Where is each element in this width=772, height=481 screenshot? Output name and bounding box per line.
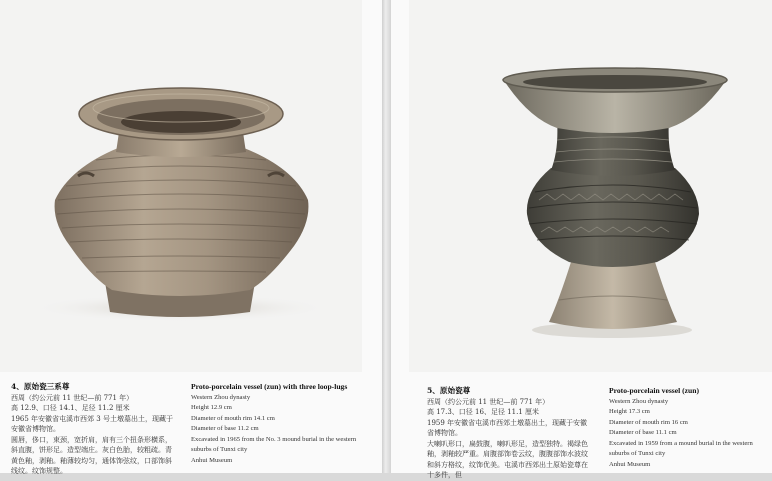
caption-english [609, 386, 769, 470]
left-page [0, 0, 382, 473]
caption-excavation: Excavated in 1965 from the No. 3 mound burial in the western suburbs of Tunxi city [191, 435, 357, 453]
caption-english [191, 382, 361, 466]
caption-chinese [11, 382, 176, 477]
caption-dynasty: 西周（约公元前 11 世纪—前 771 年） [427, 397, 550, 406]
caption-title: Proto-porcelain vessel (zun) [609, 386, 699, 395]
caption-description: 圆唇，侈口，束颈，宽折肩，肩有三个扭条形横系，斜直腹，饼形足。造型端庄。灰白色胎，较粗疏。青黄色釉，剥釉。釉薄较均匀，通体饰弦纹，口部饰斜线纹。纹饰规整。 [11, 435, 172, 475]
caption-mouth-diameter: Diameter of mouth rim 16 cm [609, 418, 688, 426]
caption-dynasty: Western Zhou dynasty [609, 397, 669, 405]
caption-mouth-diameter: Diameter of mouth rim 14.1 cm [191, 414, 275, 422]
caption-dimensions: 高 12.9、口径 14.1、足径 11.2 厘米 [11, 404, 130, 412]
caption-dynasty: Western Zhou dynasty [191, 393, 251, 401]
vessel-photo-three-loop-lugs [0, 0, 362, 372]
caption-description: 大喇叭形口，扁鼓腹，喇叭形足，造型独特。褐绿色釉，剥釉较严重。肩腹部饰卷云纹，腹腹部饰水波纹和斜方格纹，纹饰优美。屯溪市西郊出土原始瓷尊在十多件，但 [427, 439, 588, 479]
caption-provenance: 1965 年安徽省屯溪市西郊 3 号土墩墓出土，现藏于安徽省博物馆。 [11, 414, 173, 433]
caption-title: 4、原始瓷三系尊 [11, 382, 70, 391]
caption-title: Proto-porcelain vessel (zun) with three loop-lugs [191, 382, 348, 391]
caption-excavation: Excavated in 1959 from a mound burial in the western suburbs of Tunxi city [609, 439, 753, 457]
caption-height: Height 12.9 cm [191, 404, 232, 411]
caption-dimensions: 高 17.3、口径 16、足径 11.1 厘米 [427, 408, 539, 416]
right-page [391, 0, 772, 479]
vessel-photo-zun [409, 0, 772, 372]
caption-base-diameter: Diameter of base 11.2 cm [191, 425, 259, 432]
caption-chinese [427, 386, 589, 481]
caption-dynasty: 西周（约公元前 11 世纪—前 771 年） [11, 393, 134, 402]
caption-height: Height 17.3 cm [609, 408, 650, 415]
caption-base-diameter: Diameter of base 11.1 cm [609, 429, 677, 436]
caption-title: 5、原始瓷尊 [427, 386, 471, 395]
book-gutter [382, 0, 391, 473]
caption-provenance: 1959 年安徽省屯溪市西郊土墩墓出土，现藏于安徽省博物馆。 [427, 418, 588, 437]
caption-museum: Anhui Museum [191, 456, 233, 464]
caption-museum: Anhui Museum [609, 460, 651, 468]
